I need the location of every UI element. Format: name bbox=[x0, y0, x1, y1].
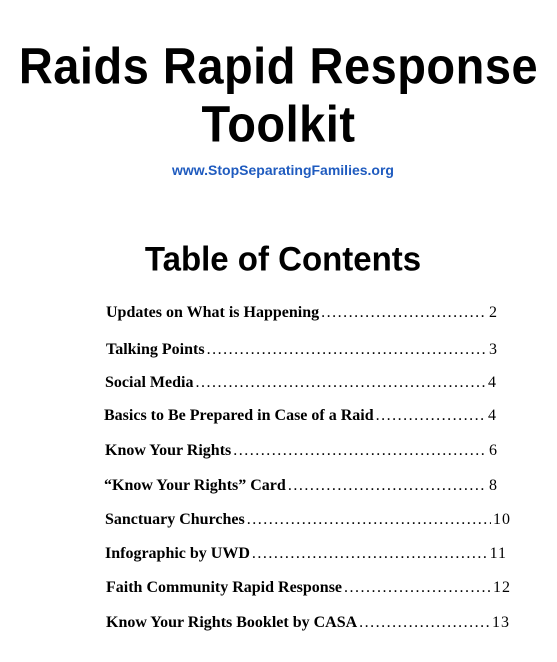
toc-entry-title: Talking Points bbox=[106, 341, 205, 358]
toc-dot-leader bbox=[207, 339, 487, 361]
toc-entry-title: Updates on What is Happening bbox=[106, 304, 320, 321]
toc-page-number: 4 bbox=[488, 374, 497, 391]
toc-entry-title: Social Media bbox=[105, 374, 194, 391]
toc-page-number: 4 bbox=[488, 407, 497, 424]
toc-entry-title: Infographic by UWD bbox=[105, 545, 250, 562]
toc-page-number: 13 bbox=[492, 614, 510, 631]
toc-entry-sanctuary-churches[interactable] bbox=[105, 509, 511, 531]
toc-entry-basics-raid[interactable] bbox=[104, 405, 497, 427]
toc-dot-leader bbox=[321, 302, 487, 324]
toc-dot-leader bbox=[359, 612, 490, 634]
toc-page-number: 12 bbox=[493, 579, 511, 596]
toc-entry-title: “Know Your Rights” Card bbox=[104, 477, 286, 494]
toc-page-number: 2 bbox=[489, 304, 498, 321]
toc-dot-leader bbox=[376, 405, 486, 427]
toc-page-number: 10 bbox=[493, 511, 511, 528]
toc-entry-talking-points[interactable] bbox=[106, 339, 498, 361]
toc-page-number: 11 bbox=[489, 545, 507, 562]
document-title-line-1: Raids Rapid Response bbox=[18, 36, 539, 95]
toc-entry-rights-card[interactable] bbox=[104, 475, 498, 497]
document-title-line-2: Toolkit bbox=[201, 94, 356, 153]
toc-entry-title: Basics to Be Prepared in Case of a Raid bbox=[104, 407, 374, 424]
toc-entry-casa-booklet[interactable] bbox=[106, 612, 510, 634]
toc-entry-updates[interactable] bbox=[106, 302, 498, 324]
toc-entry-title: Know Your Rights Booklet by CASA bbox=[106, 614, 358, 631]
toc-entry-faith-community[interactable] bbox=[106, 577, 511, 599]
toc-heading: Table of Contents bbox=[144, 239, 422, 278]
toc-entry-title: Faith Community Rapid Response bbox=[106, 579, 343, 596]
toc-entry-know-your-rights[interactable] bbox=[105, 440, 498, 462]
toc-dot-leader bbox=[247, 509, 491, 531]
toc-page-number: 6 bbox=[489, 442, 498, 459]
toc-dot-leader bbox=[233, 440, 487, 462]
toc-page-number: 8 bbox=[489, 477, 498, 494]
toc-entry-title: Sanctuary Churches bbox=[105, 511, 245, 528]
toc-entry-social-media[interactable] bbox=[105, 372, 497, 394]
toc-dot-leader bbox=[344, 577, 491, 599]
toc-entry-infographic[interactable] bbox=[105, 543, 507, 565]
toc-page-number: 3 bbox=[489, 341, 498, 358]
toc-entry-title: Know Your Rights bbox=[105, 442, 232, 459]
website-link[interactable]: www.StopSeparatingFamilies.org bbox=[172, 162, 394, 178]
toc-dot-leader bbox=[252, 543, 488, 565]
toc-dot-leader bbox=[288, 475, 487, 497]
toc-dot-leader bbox=[195, 372, 486, 394]
